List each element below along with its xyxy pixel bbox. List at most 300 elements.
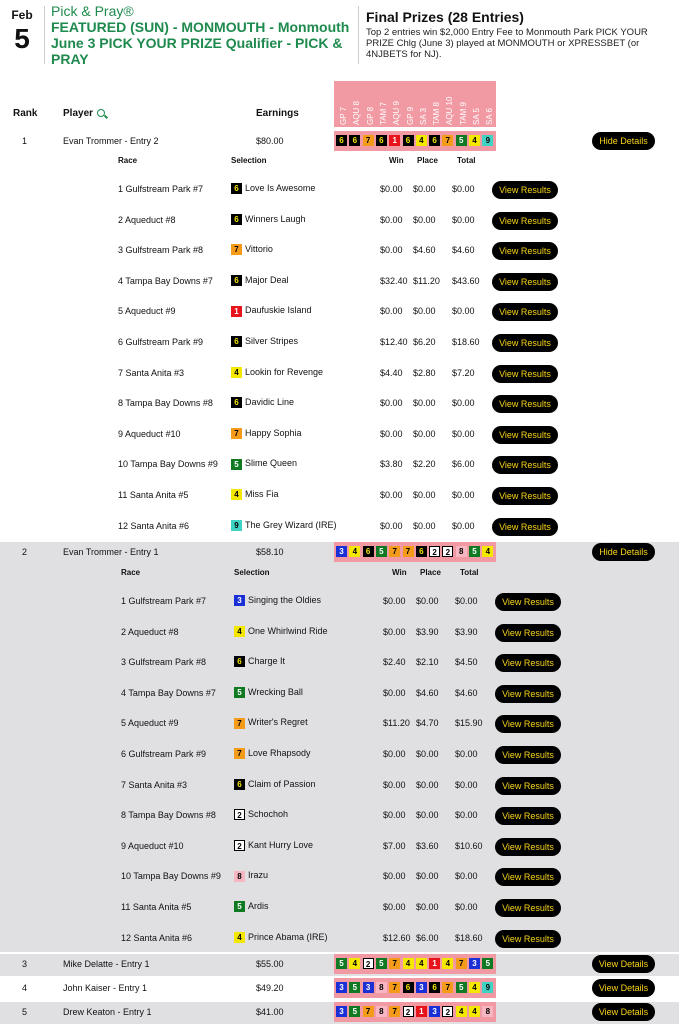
detail-header-total: Total — [457, 156, 476, 165]
detail-place: $4.60 — [416, 687, 439, 698]
post-position-5: 5 — [456, 982, 467, 993]
detail-total: $0.00 — [455, 871, 478, 882]
contest-info — [51, 4, 351, 67]
race-code-text: TAM 7 — [378, 102, 388, 125]
horse-name: Love Rhapsody — [248, 748, 311, 758]
detail-row — [0, 212, 679, 232]
detail-row — [0, 777, 679, 797]
post-position-6: 6 — [234, 779, 245, 790]
detail-total: $0.00 — [455, 810, 478, 821]
post-position-4: 4 — [416, 135, 427, 146]
detail-race: 2 Aqueduct #8 — [118, 214, 176, 225]
hide-details-button[interactable]: Hide Details — [592, 543, 655, 561]
detail-race: 11 Santa Anita #5 — [121, 902, 192, 912]
leaderboard-row — [0, 978, 679, 1000]
detail-total: $10.60 — [455, 840, 483, 851]
detail-selection — [231, 489, 279, 500]
rank-cell: 2 — [22, 547, 28, 557]
player-name: Evan Trommer - Entry 2 — [63, 136, 159, 146]
detail-header-win: Win — [389, 156, 404, 165]
contest-header — [0, 0, 679, 72]
detail-row — [0, 518, 679, 538]
detail-win: $3.80 — [380, 459, 403, 470]
race-code-label — [376, 81, 389, 125]
detail-place: $11.20 — [413, 275, 440, 286]
race-code-text: TAM 9 — [458, 102, 468, 125]
detail-race: 6 Gulfstream Park #9 — [121, 749, 207, 759]
detail-win: $0.00 — [383, 810, 406, 821]
detail-selection — [231, 367, 323, 378]
view-results-button[interactable]: View Results — [495, 746, 561, 764]
detail-selection — [231, 214, 306, 225]
detail-total: $0.00 — [452, 428, 475, 439]
post-position-6: 6 — [234, 656, 245, 667]
race-code-label — [429, 81, 442, 125]
detail-place: $0.00 — [416, 902, 439, 912]
post-position-6: 6 — [231, 275, 242, 286]
horse-name: Miss Fia — [245, 489, 279, 499]
post-position-6: 6 — [403, 135, 414, 146]
selection-strip — [334, 1002, 496, 1022]
detail-total: $0.00 — [452, 214, 475, 225]
race-code-label — [336, 81, 349, 125]
post-position-7: 7 — [231, 428, 242, 439]
detail-win: $7.00 — [383, 840, 406, 851]
race-code-label — [416, 81, 429, 125]
race-code-label — [349, 81, 362, 125]
detail-place: $6.00 — [416, 932, 439, 943]
detail-total: $0.00 — [452, 520, 475, 531]
detail-race: 1 Gulfstream Park #7 — [118, 184, 204, 194]
detail-header-total: Total — [460, 568, 479, 577]
detail-row — [0, 654, 679, 674]
detail-win: $0.00 — [383, 871, 406, 882]
post-position-7: 7 — [363, 1006, 374, 1017]
player-name: Mike Delatte - Entry 1 — [63, 959, 150, 969]
detail-race: 3 Gulfstream Park #8 — [121, 657, 207, 668]
view-results-button[interactable]: View Results — [492, 303, 558, 321]
view-results-button[interactable]: View Results — [495, 777, 561, 795]
post-position-6: 6 — [429, 982, 440, 993]
detail-win: $2.40 — [383, 657, 406, 668]
race-code-text: SA 5 — [472, 108, 481, 125]
detail-win: $0.00 — [383, 626, 406, 637]
post-position-7: 7 — [389, 958, 400, 969]
divider — [358, 6, 359, 64]
post-position-4: 4 — [231, 489, 242, 500]
detail-row — [0, 365, 679, 385]
earnings-cell: $41.00 — [256, 1007, 284, 1017]
detail-selection — [234, 809, 288, 820]
detail-race: 10 Tampa Bay Downs #9 — [118, 459, 218, 470]
post-position-6: 6 — [376, 135, 387, 146]
leaderboard-row — [0, 1002, 679, 1024]
detail-win: $0.00 — [383, 596, 406, 606]
view-details-button[interactable]: View Details — [592, 955, 655, 973]
selection-strip — [334, 954, 496, 974]
detail-selection — [234, 779, 316, 790]
detail-row — [0, 303, 679, 323]
race-code-text: TAM 8 — [432, 102, 442, 125]
detail-selection — [234, 901, 269, 912]
detail-place: $0.00 — [416, 749, 439, 759]
detail-win: $11.20 — [383, 718, 410, 729]
detail-selection — [234, 687, 303, 698]
detail-place: $4.60 — [413, 245, 436, 256]
detail-win: $32.40 — [380, 275, 408, 286]
post-position-2: 2 — [442, 1006, 453, 1017]
view-details-button[interactable]: View Details — [592, 979, 655, 997]
detail-place: $3.60 — [416, 840, 439, 851]
view-results-button[interactable]: View Results — [495, 685, 561, 703]
detail-row — [0, 868, 679, 888]
rank-cell: 3 — [22, 959, 28, 969]
detail-race: 3 Gulfstream Park #8 — [118, 245, 204, 256]
player-column-label: Player — [63, 108, 94, 119]
detail-selection — [234, 656, 285, 667]
detail-total: $0.00 — [455, 749, 478, 759]
detail-selection — [231, 183, 315, 194]
post-position-4: 4 — [469, 1006, 480, 1017]
detail-race: 5 Aqueduct #9 — [121, 718, 179, 729]
detail-total: $7.20 — [452, 367, 475, 378]
post-position-4: 4 — [234, 626, 245, 637]
view-results-button[interactable]: View Results — [492, 365, 558, 383]
post-position-4: 4 — [482, 546, 493, 557]
detail-race: 8 Tampa Bay Downs #8 — [121, 810, 216, 821]
post-position-7: 7 — [234, 748, 245, 759]
detail-total: $0.00 — [452, 490, 475, 500]
post-position-4: 4 — [234, 932, 245, 943]
detail-selection — [234, 748, 311, 759]
detail-total: $0.00 — [455, 779, 478, 790]
race-code-text: SA 3 — [418, 108, 428, 125]
search-icon[interactable] — [97, 109, 105, 117]
detail-total: $43.60 — [452, 275, 480, 286]
prize-info — [366, 9, 666, 60]
detail-win: $0.00 — [383, 902, 406, 912]
view-results-button[interactable]: View Results — [495, 654, 561, 672]
player-name: Drew Keaton - Entry 1 — [63, 1007, 152, 1017]
detail-selection — [234, 626, 328, 637]
detail-place: $0.00 — [413, 490, 436, 500]
detail-row — [0, 746, 679, 766]
view-results-button[interactable]: View Results — [495, 715, 561, 733]
date-month: Feb — [11, 8, 33, 22]
detail-selection — [234, 870, 268, 881]
post-position-5: 5 — [234, 687, 245, 698]
post-position-9: 9 — [231, 520, 242, 531]
post-position-1: 1 — [389, 135, 400, 146]
detail-row — [0, 242, 679, 262]
detail-race: 10 Tampa Bay Downs #9 — [121, 871, 221, 882]
horse-name: Major Deal — [245, 274, 289, 285]
post-position-5: 5 — [376, 546, 387, 557]
detail-win: $0.00 — [380, 520, 403, 531]
post-position-7: 7 — [389, 982, 400, 993]
detail-row — [0, 685, 679, 705]
view-results-button[interactable]: View Results — [492, 242, 558, 260]
view-results-button[interactable]: View Results — [492, 212, 558, 230]
post-position-5: 5 — [456, 135, 467, 146]
detail-place: $0.00 — [416, 596, 439, 606]
detail-race: 11 Santa Anita #5 — [118, 490, 189, 500]
post-position-2: 2 — [403, 1006, 414, 1017]
post-position-1: 1 — [429, 958, 440, 969]
detail-place: $2.20 — [413, 459, 436, 470]
post-position-4: 4 — [349, 546, 360, 557]
post-position-5: 5 — [349, 982, 360, 993]
view-results-button[interactable]: View Results — [495, 838, 561, 856]
detail-win: $0.00 — [380, 306, 403, 317]
race-code-header — [334, 81, 496, 127]
detail-total: $0.00 — [452, 184, 475, 194]
post-position-3: 3 — [429, 1006, 440, 1017]
rank-cell: 1 — [22, 136, 28, 146]
post-position-7: 7 — [234, 718, 245, 729]
post-position-8: 8 — [376, 1006, 387, 1017]
horse-name: Silver Stripes — [245, 336, 299, 346]
detail-total: $0.00 — [452, 398, 475, 409]
horse-name: One Whirlwind Ride — [248, 625, 328, 636]
player-column-header — [63, 108, 105, 119]
detail-place: $2.10 — [416, 657, 439, 668]
post-position-5: 5 — [336, 958, 347, 969]
post-position-5: 5 — [482, 958, 493, 969]
horse-name: Lookin for Revenge — [245, 366, 324, 377]
race-code-label — [456, 81, 469, 125]
horse-name: The Grey Wizard (IRE) — [245, 519, 337, 530]
post-position-9: 9 — [482, 135, 493, 146]
detail-place: $2.80 — [413, 367, 436, 378]
race-code-text: SA 6 — [485, 108, 495, 125]
detail-header-race: Race — [121, 568, 141, 577]
detail-place: $0.00 — [413, 306, 436, 317]
post-position-1: 1 — [416, 1006, 427, 1017]
detail-race: 4 Tampa Bay Downs #7 — [121, 687, 216, 698]
detail-row — [0, 899, 679, 919]
horse-name: Prince Abama (IRE) — [248, 931, 328, 942]
detail-total: $0.00 — [455, 596, 478, 606]
horse-name: Ardis — [248, 901, 269, 911]
detail-row — [0, 456, 679, 476]
view-results-button[interactable]: View Results — [492, 426, 558, 444]
detail-selection — [234, 840, 313, 851]
post-position-6: 6 — [336, 135, 347, 146]
detail-win: $0.00 — [380, 490, 403, 500]
detail-place: $3.90 — [416, 626, 439, 637]
detail-row — [0, 838, 679, 858]
post-position-7: 7 — [389, 1006, 400, 1017]
post-position-7: 7 — [403, 546, 414, 557]
post-position-4: 4 — [456, 1006, 467, 1017]
detail-total: $4.60 — [455, 687, 478, 698]
detail-win: $0.00 — [380, 245, 403, 256]
detail-win: $0.00 — [380, 428, 403, 439]
post-position-6: 6 — [349, 135, 360, 146]
detail-selection — [231, 397, 294, 408]
post-position-6: 6 — [231, 183, 242, 194]
detail-row — [0, 395, 679, 415]
player-name: John Kaiser - Entry 1 — [63, 983, 148, 993]
detail-header-win: Win — [392, 568, 407, 577]
detail-selection — [231, 428, 302, 439]
post-position-5: 5 — [231, 459, 242, 470]
rank-column-header: Rank — [13, 108, 38, 119]
post-position-3: 3 — [416, 982, 427, 993]
detail-row — [0, 593, 679, 613]
detail-place: $0.00 — [416, 810, 439, 821]
detail-total: $18.60 — [455, 932, 483, 943]
detail-header-selection: Selection — [231, 156, 267, 165]
detail-place: $4.70 — [416, 718, 439, 729]
detail-row — [0, 487, 679, 507]
detail-total: $6.00 — [452, 459, 475, 470]
view-details-button[interactable]: View Details — [592, 1003, 655, 1021]
earnings-cell: $58.10 — [256, 547, 284, 557]
detail-race: 6 Gulfstream Park #9 — [118, 337, 204, 347]
post-position-5: 5 — [376, 958, 387, 969]
post-position-6: 6 — [231, 397, 242, 408]
detail-row — [0, 624, 679, 644]
post-position-7: 7 — [442, 135, 453, 146]
detail-total: $18.60 — [452, 337, 480, 347]
post-position-5: 5 — [234, 901, 245, 912]
detail-race: 5 Aqueduct #9 — [118, 306, 176, 317]
post-position-6: 6 — [231, 214, 242, 225]
earnings-cell: $80.00 — [256, 136, 284, 146]
view-results-button[interactable]: View Results — [495, 807, 561, 825]
detail-place: $0.00 — [416, 871, 439, 882]
earnings-cell: $55.00 — [256, 959, 284, 969]
post-position-2: 2 — [363, 958, 374, 969]
view-results-button[interactable]: View Results — [492, 456, 558, 474]
detail-header-place: Place — [420, 568, 441, 577]
view-results-button[interactable]: View Results — [495, 868, 561, 886]
view-results-button[interactable]: View Results — [492, 273, 558, 291]
detail-selection — [234, 595, 321, 606]
post-position-6: 6 — [363, 546, 374, 557]
detail-total: $4.60 — [452, 245, 475, 256]
horse-name: Writer's Regret — [248, 717, 308, 728]
detail-row — [0, 334, 679, 354]
leaderboard-row — [0, 542, 679, 564]
date-day: 5 — [14, 23, 30, 54]
contest-title: FEATURED (SUN) - MONMOUTH - Monmouth June 3 PICK YOUR PRIZE Qualifier - PICK & PRAY — [51, 19, 350, 67]
race-code-label — [363, 81, 376, 125]
detail-race: 8 Tampa Bay Downs #8 — [118, 398, 213, 409]
post-position-6: 6 — [429, 135, 440, 146]
horse-name: Claim of Passion — [248, 778, 316, 789]
detail-row — [0, 426, 679, 446]
detail-race: 4 Tampa Bay Downs #7 — [118, 275, 213, 286]
detail-row — [0, 930, 679, 950]
horse-name: Singing the Oldies — [248, 595, 322, 605]
post-position-7: 7 — [389, 546, 400, 557]
post-position-2: 2 — [234, 809, 245, 820]
detail-win: $12.40 — [380, 337, 408, 347]
detail-selection — [234, 717, 308, 728]
horse-name: Schochoh — [248, 809, 289, 820]
post-position-4: 4 — [231, 367, 242, 378]
view-results-button[interactable]: View Results — [492, 181, 558, 199]
detail-header-race: Race — [118, 156, 138, 165]
post-position-7: 7 — [231, 244, 242, 255]
player-name: Evan Trommer - Entry 1 — [63, 547, 159, 557]
post-position-2: 2 — [429, 546, 440, 557]
post-position-4: 4 — [442, 958, 453, 969]
view-results-button[interactable]: View Results — [492, 334, 558, 352]
view-results-button[interactable]: View Results — [495, 593, 561, 611]
detail-total: $0.00 — [455, 902, 478, 912]
detail-race: 9 Aqueduct #10 — [118, 428, 181, 439]
post-position-3: 3 — [336, 546, 347, 557]
prize-heading: Final Prizes (28 Entries) — [366, 9, 524, 25]
detail-win: $4.40 — [380, 367, 403, 378]
post-position-5: 5 — [349, 1006, 360, 1017]
post-position-4: 4 — [403, 958, 414, 969]
view-results-button[interactable]: View Results — [495, 624, 561, 642]
detail-total: $0.00 — [452, 306, 475, 317]
detail-selection — [231, 275, 289, 286]
hide-details-button[interactable]: Hide Details — [592, 132, 655, 150]
detail-win: $12.60 — [383, 932, 411, 943]
contest-brand: Pick & Pray® — [51, 3, 134, 19]
race-code-text: AQU 8 — [352, 100, 362, 125]
selection-strip — [334, 542, 496, 562]
post-position-7: 7 — [363, 135, 374, 146]
detail-total: $3.90 — [455, 626, 478, 637]
earnings-cell: $49.20 — [256, 983, 284, 993]
post-position-3: 3 — [363, 982, 374, 993]
detail-total: $15.90 — [455, 718, 483, 729]
detail-place: $6.20 — [413, 337, 436, 347]
detail-place: $0.00 — [413, 398, 436, 409]
detail-selection — [231, 336, 298, 347]
view-results-button[interactable]: View Results — [492, 518, 558, 536]
selection-strip — [334, 131, 496, 151]
race-code-label — [482, 81, 495, 125]
selection-strip — [334, 978, 496, 998]
leaderboard-row — [0, 954, 679, 976]
detail-row — [0, 715, 679, 735]
race-code-label — [389, 81, 402, 125]
race-code-text: GP 9 — [405, 106, 415, 125]
prize-description: Top 2 entries win $2,000 Entry Fee to Monmouth Park PICK YOUR PRIZE Chlg (June 3) played at MONMOUTH or XPRESSBET (or 4NJBETS for NJ). — [366, 27, 648, 60]
race-code-label — [469, 81, 482, 125]
view-results-button[interactable]: View Results — [495, 930, 561, 948]
detail-total: $4.50 — [455, 657, 478, 668]
post-position-8: 8 — [376, 982, 387, 993]
contest-date — [0, 8, 44, 54]
horse-name: Slime Queen — [245, 458, 298, 469]
post-position-6: 6 — [416, 546, 427, 557]
view-results-button[interactable]: View Results — [492, 395, 558, 413]
earnings-column-header: Earnings — [256, 108, 299, 119]
post-position-7: 7 — [442, 982, 453, 993]
detail-win: $0.00 — [380, 184, 403, 194]
post-position-8: 8 — [482, 1006, 493, 1017]
detail-race: 9 Aqueduct #10 — [121, 840, 184, 851]
view-results-button[interactable]: View Results — [495, 899, 561, 917]
post-position-6: 6 — [403, 982, 414, 993]
view-results-button[interactable]: View Results — [492, 487, 558, 505]
post-position-8: 8 — [456, 546, 467, 557]
post-position-8: 8 — [234, 871, 245, 882]
detail-place: $0.00 — [413, 520, 436, 531]
leaderboard-row — [0, 131, 679, 153]
race-code-label — [442, 81, 455, 125]
